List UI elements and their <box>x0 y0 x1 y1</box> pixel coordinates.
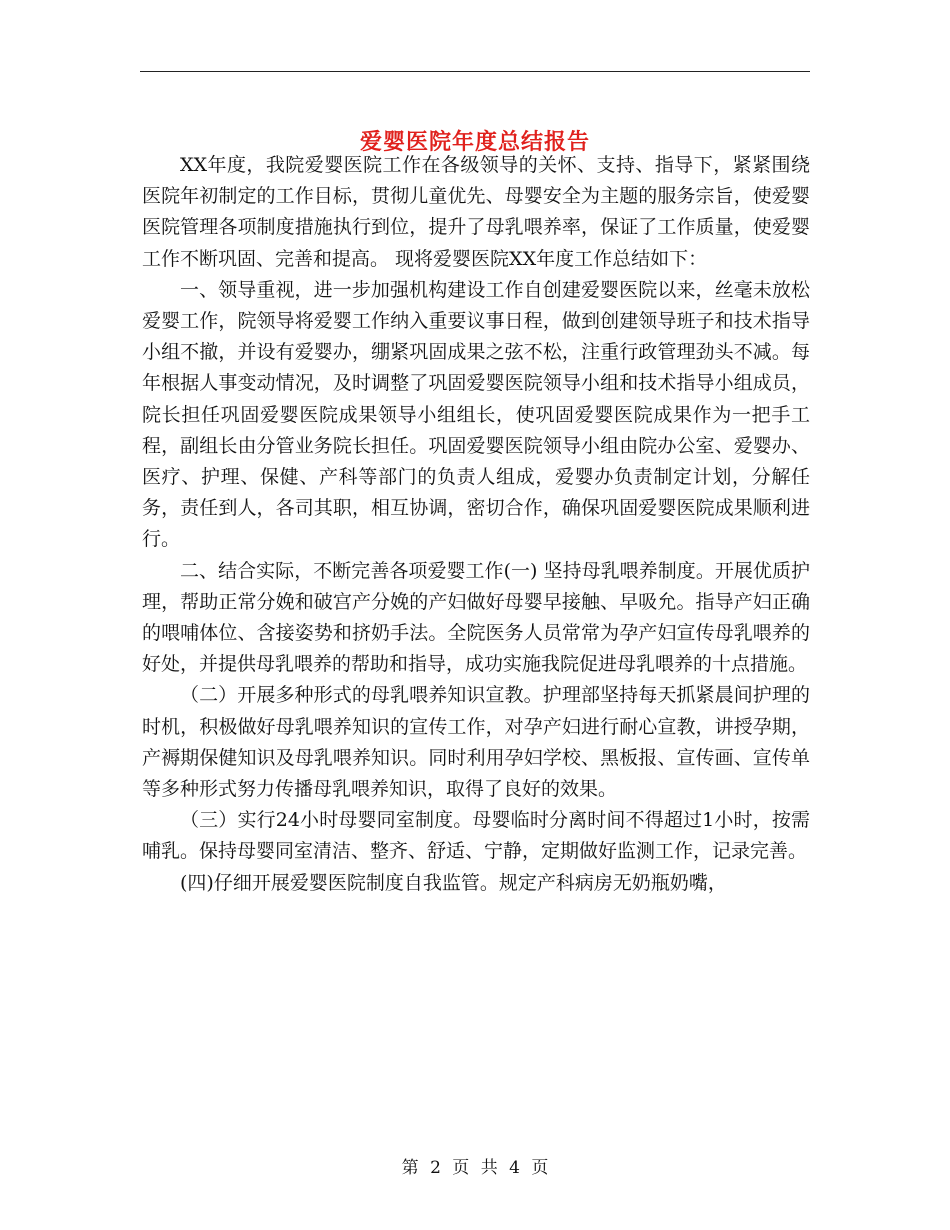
paragraph-subsection-2: （二）开展多种形式的母乳喂养知识宣教。护理部坚持每天抓紧晨间护理的时机，积极做好母乳喂养知识的宣传工作，对孕产妇进行耐心宣教，讲授孕期，产褥期保健知识及母乳喂养知识。同时利用孕妇学校、黑板报、宣传画、宣传单等多种形式努力传播母乳喂养知识，取得了良好的效果。 <box>142 684 810 801</box>
document-body <box>142 150 810 899</box>
paragraph-subsection-3: （三）实行24小时母婴同室制度。母婴临时分离时间不得超过1小时，按需哺乳。保持母婴同室清洁、整齐、舒适、宁静，定期做好监测工作，记录完善。 <box>142 809 810 863</box>
paragraph-intro: XX年度，我院爱婴医院工作在各级领导的关怀、支持、指导下，紧紧围绕医院年初制定的工作目标，贯彻儿童优先、母婴安全为主题的服务宗旨，使爱婴医院管理各项制度措施执行到位，提升了母乳喂养率，保证了工作质量，使爱婴工作不断巩固、完善和提高。 现将爱婴医院XX年度工作总结如下： <box>142 154 810 270</box>
document-title: 爱婴医院年度总结报告 <box>359 128 590 155</box>
paragraph-subsection-4: (四)仔细开展爱婴医院制度自我监管。规定产科病房无奶瓶奶嘴， <box>180 871 727 894</box>
page-number: 第 2 页 共 4 页 <box>401 1158 549 1178</box>
header-rule <box>140 71 810 72</box>
paragraph-section-1: 一、领导重视，进一步加强机构建设工作自创建爱婴医院以来，丝毫未放松爱婴工作，院领导将爱婴工作纳入重要议事日程，做到创建领导班子和技术指导小组不撤，并设有爱婴办，绷紧巩固成果之弦不松，注重行政管理劲头不减。每年根据人事变动情况，及时调整了巩固爱婴医院领导小组和技术指导小组成员，院长担任巩固爱婴医院成果领导小组组长，使巩固爱婴医院成果作为一把手工程，副组长由分管业务院长担任。巩固爱婴医院领导小组由院办公室、爱婴办、医疗、护理、保健、产科等部门的负责人组成，爱婴办负责制定计划，分解任务，责任到人，各司其职，相互协调，密切合作，确保巩固爱婴医院成果顺利进行。 <box>142 278 810 551</box>
paragraph-section-2: 二、结合实际，不断完善各项爱婴工作(一) 坚持母乳喂养制度。开展优质护理，帮助正常分娩和破宫产分娩的产妇做好母婴早接触、早吸允。指导产妇正确的喂哺体位、含接姿势和挤奶手法。全院医务人员常常为孕产妇宣传母乳喂养的好处，并提供母乳喂养的帮助和指导，成功实施我院促进母乳喂养的十点措施。 <box>142 559 810 676</box>
